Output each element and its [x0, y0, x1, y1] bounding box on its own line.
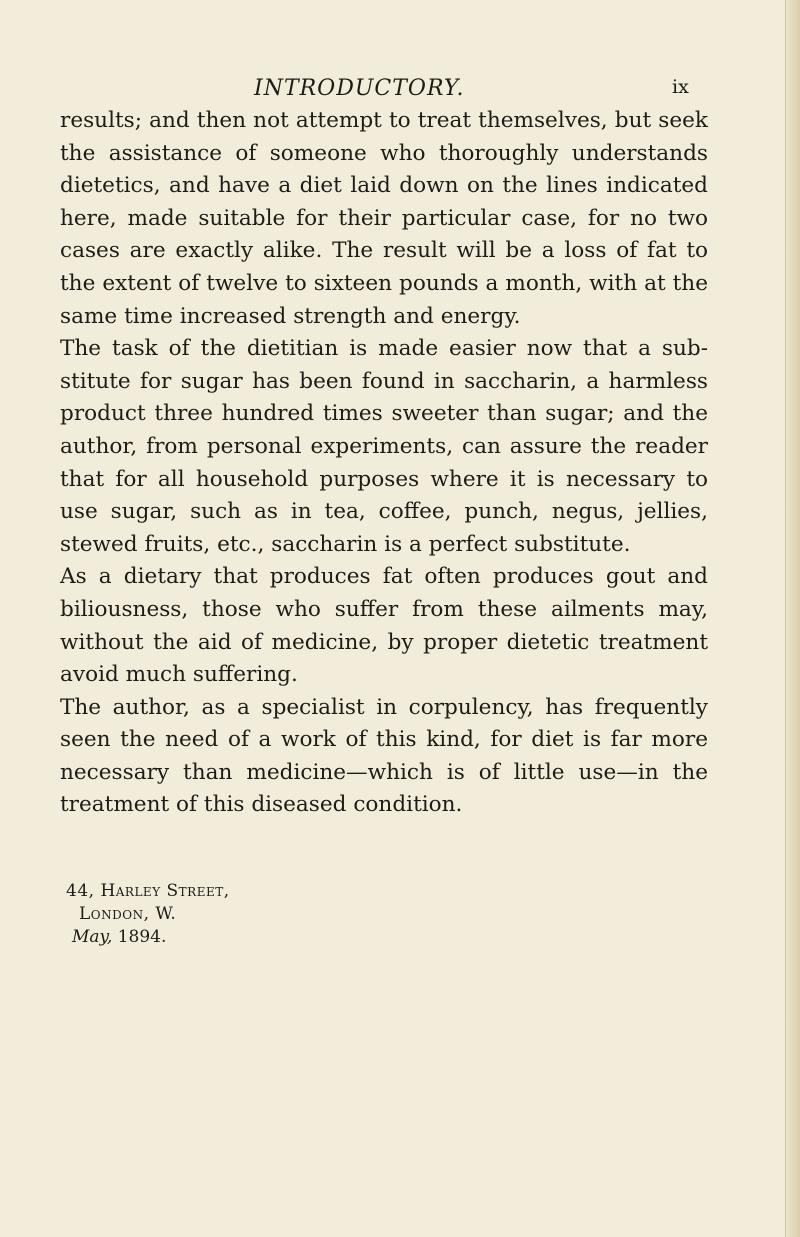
signoff-city: London, W.	[79, 904, 177, 924]
paragraph-1: results; and then not attempt to treat themselves, but seek the assistance of someone who thoroughly understands dietetics, and have a diet laid down on the lines indicated here, made suitable for their particular case, for no two cases are exactly alike. The result will be a loss of fat to the extent of twelve to sixteen pounds a month, with at the same time increased strength and energy.	[60, 108, 708, 329]
signoff-date	[66, 926, 466, 949]
paragraph-4: The author, as a specialist in corpulency, has frequently seen the need of a work of this kind, for diet is far more necessary than medicine—which is of little use—in the treatment of this diseased condition.	[60, 694, 708, 818]
paragraph-2: The task of the dietitian is made easier now that a substitute for sugar has been found in saccharin, a harmless product three hundred times sweeter than sugar; and the author, from personal experiments, can assure the reader that for all household purposes where it is necessary to use sugar, such as in tea, coffee, punch, negus, jellies, stewed fruits, etc., saccharin is a perfect substitute.	[60, 336, 708, 557]
paragraph-3: As a dietary that produces fat often produces gout and biliousness, those who suffer from these ailments may, without the aid of medicine, by proper dietetic treatment avoid much suffering.	[60, 564, 708, 688]
page-number: ix	[672, 76, 689, 98]
signoff-street: 44, Harley Street,	[66, 881, 230, 901]
signoff-month: May,	[72, 927, 113, 947]
page-header	[60, 74, 740, 108]
body-text	[60, 105, 708, 822]
signoff-year: 1894.	[117, 927, 167, 947]
signoff-address	[66, 880, 466, 949]
running-head: INTRODUCTORY.	[254, 76, 465, 101]
page-edge	[785, 0, 800, 1237]
